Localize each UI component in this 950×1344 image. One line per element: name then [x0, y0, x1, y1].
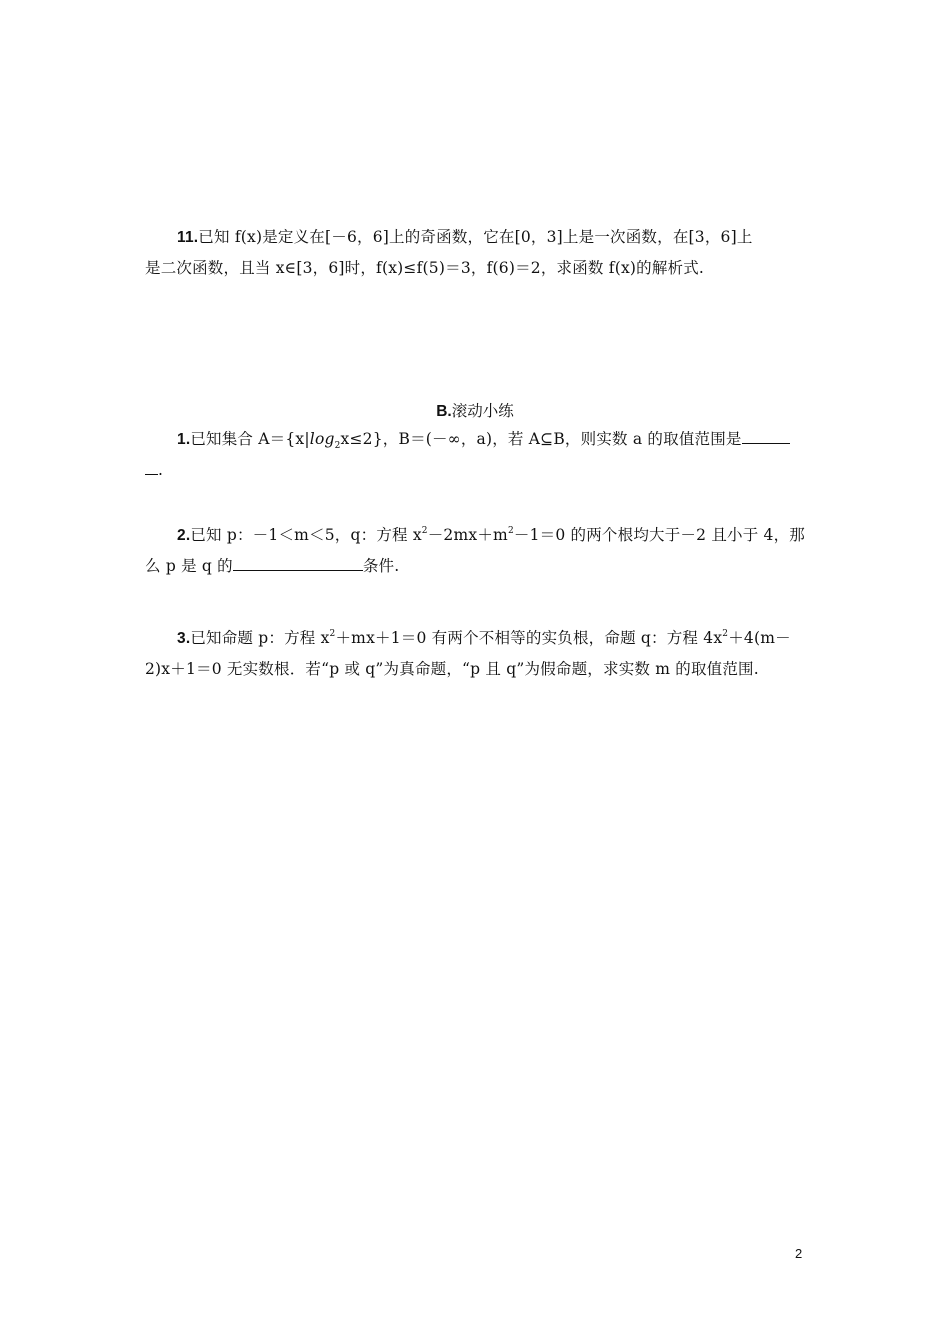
problem-text: 么 p 是 q 的 [145, 557, 233, 575]
question-number: 11. [177, 229, 199, 246]
problem-1-line-1 [145, 424, 805, 455]
problem-text: . [158, 461, 164, 479]
problem-text: －2mx＋m [427, 526, 508, 544]
problem-1-line-2 [145, 455, 805, 486]
answer-blank [742, 429, 790, 444]
problem-number: 2. [177, 527, 191, 544]
problem-text: 已知命题 p：方程 x [190, 629, 330, 647]
problem-3 [145, 623, 805, 685]
problem-text: 条件. [362, 557, 400, 575]
problem-text: －1＝0 的两个根均大于－2 且小于 4，那 [513, 526, 806, 544]
problem-text: 已知 p：－1＜m＜5，q：方程 x [190, 526, 422, 544]
log-symbol: log [309, 430, 335, 448]
problem-text: 2)x＋1＝0 无实数根．若“p 或 q”为真命题，“p 且 q”为假命题，求实数 m 的取值范围. [145, 660, 759, 678]
section-letter: B. [436, 403, 452, 420]
question-text: 是二次函数，且当 x∈[3，6]时，f(x)≤f(5)＝3，f(6)＝2，求函数 f(x)的解析式. [145, 259, 705, 277]
page-number: 2 [795, 1246, 803, 1261]
section-heading [0, 400, 950, 423]
question-11 [145, 222, 805, 284]
question-text: 已知 f(x)是定义在[－6，6]上的奇函数，它在[0，3]上是一次函数，在[3，6]上 [198, 228, 753, 246]
problem-3-line-2 [145, 654, 805, 685]
exponent: 2 [421, 525, 428, 536]
problem-number: 1. [177, 431, 191, 448]
question-11-line-2 [145, 253, 805, 284]
problem-text: ＋4(m－ [728, 629, 791, 647]
problem-2-line-1 [145, 520, 805, 551]
problem-2-line-2 [145, 551, 805, 582]
answer-blank [233, 556, 363, 571]
problem-text: 已知集合 A＝{x| [190, 430, 310, 448]
log-base: 2 [334, 441, 341, 452]
problem-text: ＋mx＋1＝0 有两个不相等的实负根，命题 q：方程 4x [335, 629, 723, 647]
section-title: 滚动小练 [451, 402, 514, 420]
answer-blank-continuation [145, 460, 158, 475]
problem-text: x≤2}，B＝(－∞，a)，若 A⊆B，则实数 a 的取值范围是 [340, 430, 742, 448]
exponent: 2 [329, 628, 336, 639]
problem-2 [145, 520, 805, 582]
exponent: 2 [507, 525, 514, 536]
problem-3-line-1 [145, 623, 805, 654]
question-11-line-1 [145, 222, 805, 253]
problem-1 [145, 424, 805, 486]
problem-number: 3. [177, 630, 191, 647]
exponent: 2 [722, 628, 729, 639]
